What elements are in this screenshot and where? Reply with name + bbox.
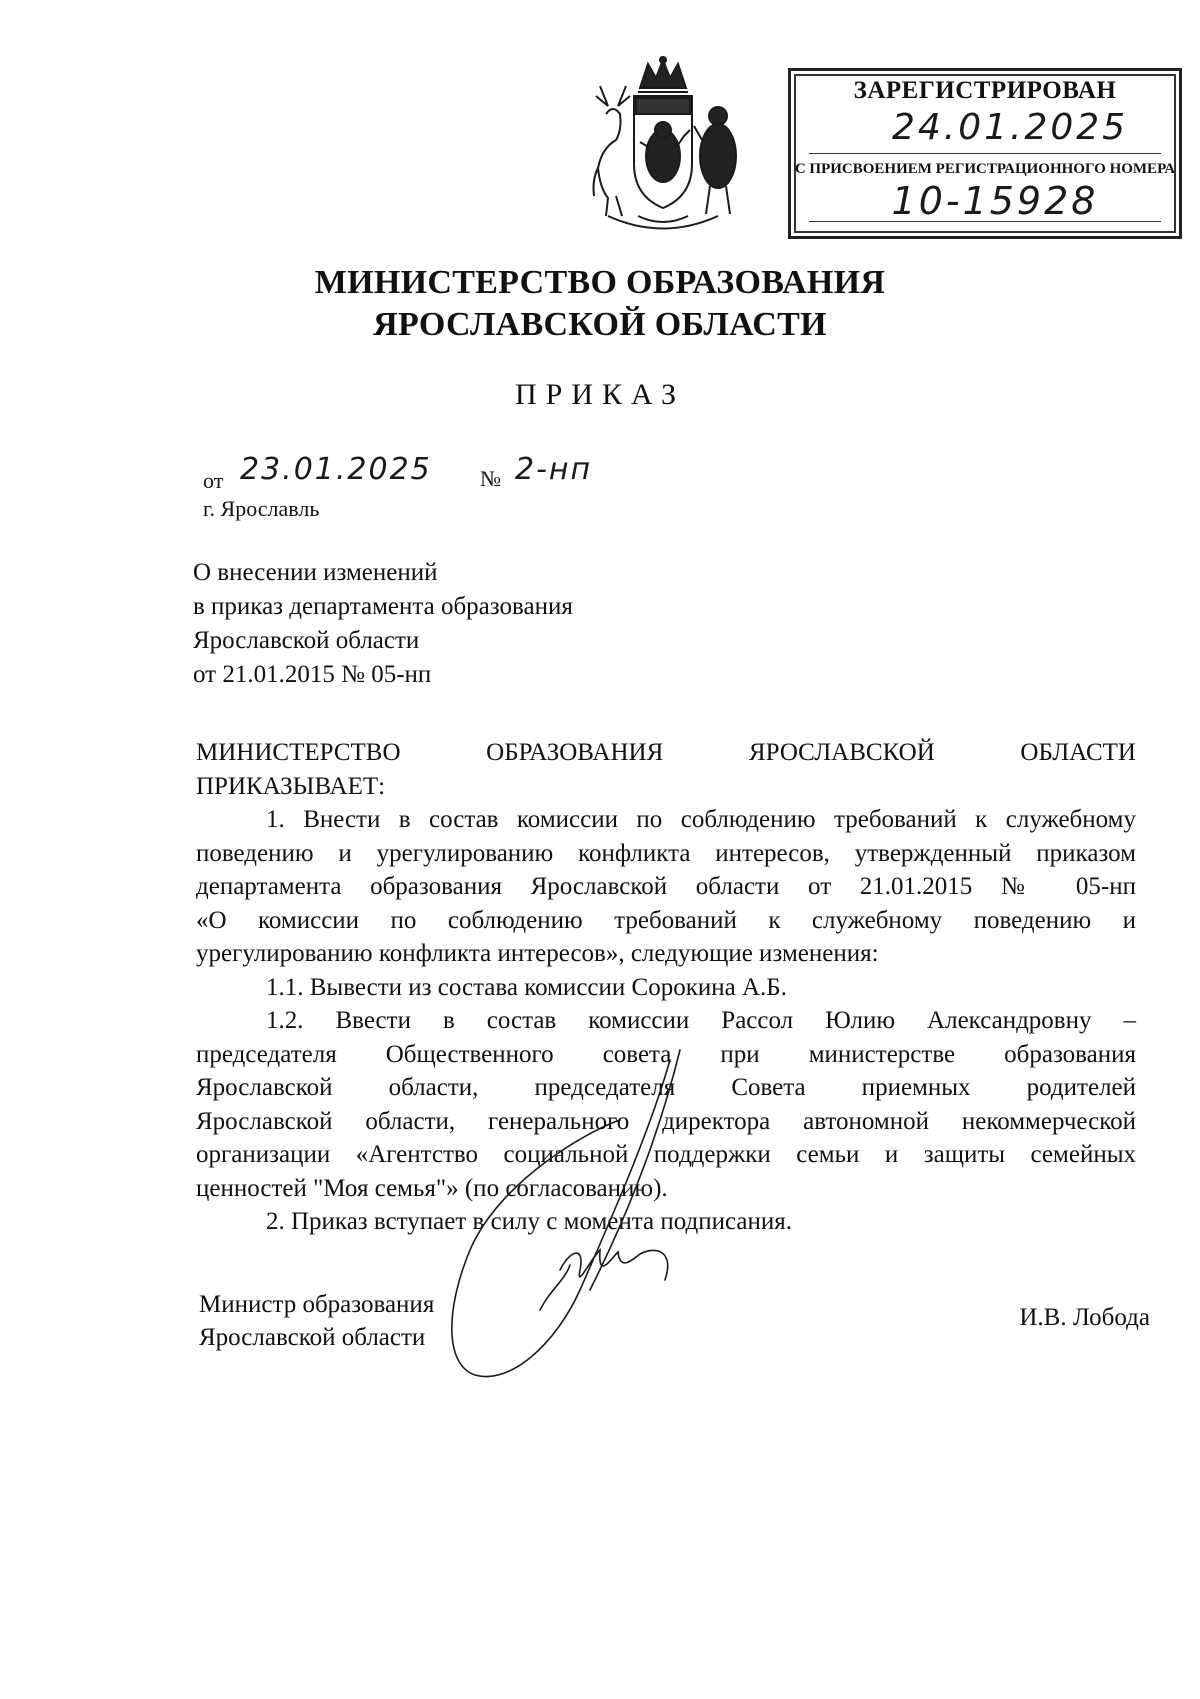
body-line: ПРИКАЗЫВАЕТ: xyxy=(196,772,386,800)
registration-stamp xyxy=(788,68,1182,239)
subject-line: в приказ департамента образования xyxy=(193,593,573,620)
position-line: Ярославской области xyxy=(199,1324,426,1351)
body-line: 1.1. Вывести из состава комиссии Сорокина А.Б. xyxy=(266,973,787,1001)
body-line: МИНИСТЕРСТВО ОБРАЗОВАНИЯ ЯРОСЛАВСКОЙ ОБЛАСТИ xyxy=(196,739,1136,766)
body-line: Ярославской области, генерального директора автономной некоммерческой xyxy=(196,1107,1136,1135)
body-line: Ярославской области, председателя Совета приемных родителей xyxy=(196,1074,1136,1101)
body-line: департамента образования Ярославской области от 21.01.2015 № 05-нп xyxy=(196,873,1136,900)
body-line: 1.2. Ввести в состав комиссии Рассол Юлию Александровну – xyxy=(266,1007,1136,1034)
body-line: 1. Внести в состав комиссии по соблюдению требований к служебному xyxy=(266,806,1136,833)
subject-line: от 21.01.2015 № 05-нп xyxy=(193,661,432,688)
number-prefix: № xyxy=(480,466,501,491)
body-line: ценностей "Моя семья"» (по согласованию). xyxy=(196,1174,668,1202)
stamp-registration-number: 10-15928 xyxy=(891,179,1099,223)
coat-of-arms-emblem xyxy=(578,56,748,236)
ministry-title-line: ЯРОСЛАВСКОЙ ОБЛАСТИ xyxy=(373,306,827,343)
signatory-position xyxy=(199,1288,434,1354)
order-date: 23.01.2025 xyxy=(240,452,432,487)
body-line: урегулированию конфликта интересов», следующие изменения: xyxy=(196,940,879,967)
ministry-title-line: МИНИСТЕРСТВО ОБРАЗОВАНИЯ xyxy=(314,264,886,301)
body-line: председателя Общественного совета при министерстве образования xyxy=(196,1040,1136,1068)
subject-line: Ярославской области xyxy=(193,627,420,654)
stamp-divider xyxy=(809,221,1161,222)
handwritten-signature xyxy=(440,1040,740,1410)
stamp-title: ЗАРЕГИСТРИРОВАН xyxy=(853,77,1117,104)
subject-line: О внесении изменений xyxy=(193,559,438,586)
document-type: ПРИКАЗ xyxy=(515,378,685,411)
position-line: Министр образования xyxy=(199,1291,435,1318)
order-number: 2-нп xyxy=(515,452,593,487)
ministry-title xyxy=(0,262,1200,346)
city: г. Ярославль xyxy=(203,496,320,521)
stamp-divider xyxy=(809,153,1161,154)
order-subject xyxy=(193,556,573,692)
stamp-date: 24.01.2025 xyxy=(891,107,1129,148)
body-line: 2. Приказ вступает в силу с момента подписания. xyxy=(266,1208,792,1235)
body-line: организации «Агентство социальной поддержки семьи и защиты семейных xyxy=(196,1141,1136,1168)
stamp-subtitle: С ПРИСВОЕНИЕМ РЕГИСТРАЦИОННОГО НОМЕРА xyxy=(794,161,1176,177)
date-prefix: от xyxy=(203,468,224,493)
signatory-name: И.В. Лобода xyxy=(1019,1304,1150,1331)
body-line: поведению и урегулированию конфликта интересов, утвержденный приказом xyxy=(196,839,1136,867)
body-line: «О комиссии по соблюдению требований к служебному поведению и xyxy=(196,906,1136,934)
